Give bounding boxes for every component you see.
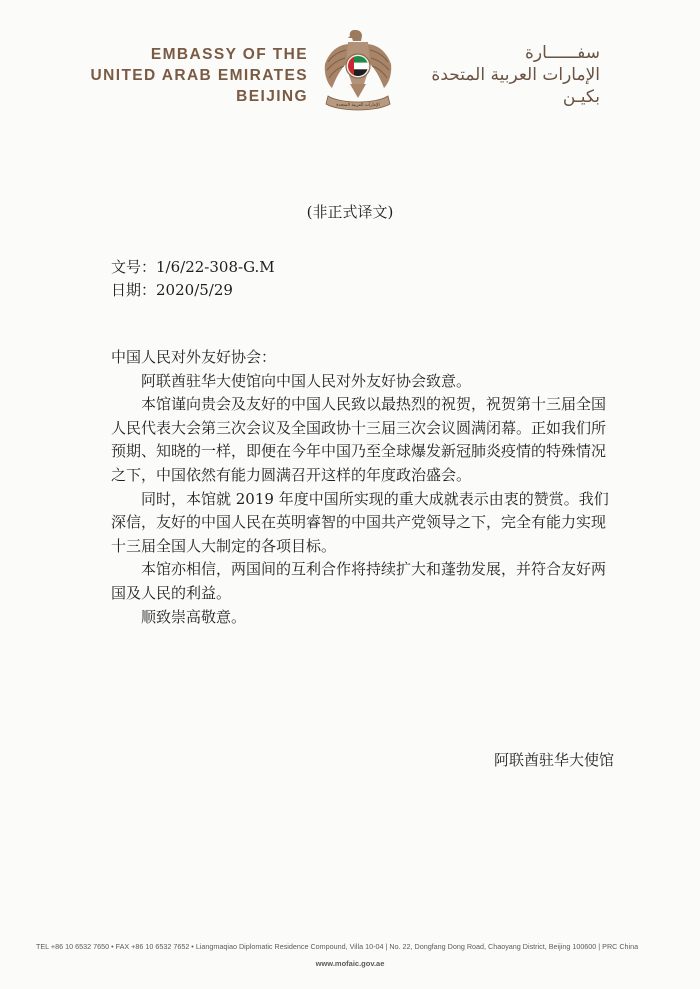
- letterhead-english: [91, 44, 308, 107]
- date-value: 2020/5/29: [156, 281, 233, 299]
- signature: 阿联酋驻华大使馆: [493, 751, 614, 769]
- date-label: 日期：: [111, 281, 157, 299]
- paragraph-2: 本馆谨向贵会及友好的中国人民致以最热烈的祝贺，祝贺第十三届全国人民代表大会第三次会议及全国政协十三届三次会议圆满闭幕。正如我们所预期、知晓的一样，即便在今年中国乃至全球爆发新冠肺炎疫情的特殊情况之下，中国依然有能力圆满召开这样的年度政治盛会。: [111, 395, 607, 484]
- reference-label: 文号：: [111, 258, 157, 276]
- date-line: [111, 279, 233, 301]
- closing: 顺致崇高敬意。: [141, 607, 247, 626]
- translation-note: (非正式译文): [306, 203, 394, 221]
- letter-body: [111, 346, 616, 629]
- letterhead-arabic-line1: سفــــــارة: [524, 43, 600, 63]
- salutation: 中国人民对外友好协会：: [111, 348, 277, 366]
- letterhead-english-line2: UNITED ARAB EMIRATES: [90, 67, 308, 84]
- letterhead-arabic-line2: الإمارات العربية المتحدة: [431, 65, 600, 85]
- paragraph-1: 阿联酋驻华大使馆向中国人民对外友好协会致意。: [141, 371, 472, 390]
- letterhead-arabic-line3: بكيـن: [562, 87, 600, 107]
- footer-contact: TEL +86 10 6532 7650 • FAX +86 10 6532 7652 • Liangmaqiao Diplomatic Residence Compound, Villa 10-04 | No. 22, Dongfang Dong Road, Chaoyang District, Beijing 100600 | PRC China: [36, 942, 639, 951]
- letterhead-english-line1: EMBASSY OF THE: [150, 46, 308, 63]
- paragraph-4: 本馆亦相信，两国间的互利合作将持续扩大和蓬勃发展，并符合友好两国及人民的利益。: [111, 560, 607, 602]
- emblem-scroll-text: الإمارات العربية المتحدة: [336, 103, 380, 108]
- footer-website: www.mofaic.gov.ae: [315, 959, 385, 968]
- uae-falcon-emblem-icon: [320, 26, 396, 114]
- letterhead-english-line3: BEIJING: [236, 88, 308, 105]
- reference-line: [111, 256, 275, 278]
- letterhead-arabic: [404, 42, 600, 108]
- paragraph-3: 同时，本馆就 2019 年度中国所实现的重大成就表示由衷的赞赏。我们深信，友好的中国人民在英明睿智的中国共产党领导之下，完全有能力实现十三届全国人大制定的各项目标。: [111, 489, 609, 555]
- reference-number: 1/6/22-308-G.M: [156, 258, 275, 276]
